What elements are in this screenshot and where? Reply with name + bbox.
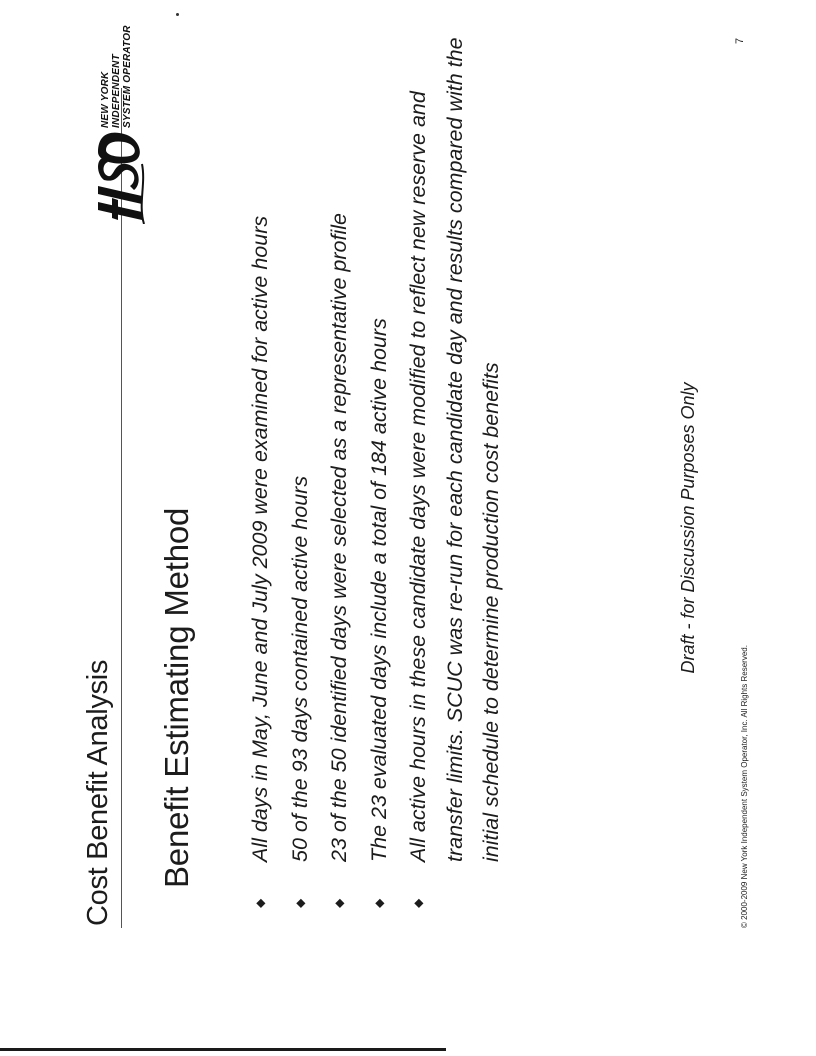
draft-note: Draft - for Discussion Purposes Only xyxy=(678,382,698,674)
bullet-text: The 23 evaluated days include a total of 184 active hours xyxy=(366,318,391,862)
bullet-diamond-icon: ◆ xyxy=(371,898,386,908)
list-item xyxy=(242,28,279,928)
logo-line-3: SYSTEM OPERATOR xyxy=(122,25,133,128)
bullet-text: 23 of the 50 identified days were selected as a representative profile xyxy=(327,213,351,862)
bullet-diamond-icon: ◆ xyxy=(332,898,346,908)
nyiso-logo-icon xyxy=(92,132,148,224)
logo-mark xyxy=(92,132,157,224)
copyright-notice: © 2000-2009 New York Independent System Operator, Inc. All Rights Reserved. xyxy=(740,645,749,928)
scan-edge-line xyxy=(0,1048,446,1051)
list-item xyxy=(282,28,319,928)
speck xyxy=(176,13,179,16)
nyiso-logo xyxy=(92,24,148,224)
header-title: Cost Benefit Analysis xyxy=(82,659,114,926)
bullet-diamond-icon: ◆ xyxy=(292,898,307,908)
list-item xyxy=(361,28,398,928)
bullet-diamond-icon: ◆ xyxy=(411,898,425,908)
section-title: Benefit Estimating Method xyxy=(158,507,195,888)
logo-line-1: NEW YORK xyxy=(100,71,111,128)
bullet-list xyxy=(242,28,513,928)
list-item xyxy=(400,28,510,928)
page-number: 7 xyxy=(734,37,746,44)
bullet-diamond-icon: ◆ xyxy=(253,898,267,908)
logo-line-2: INDEPENDENT xyxy=(111,54,122,128)
bullet-text: 50 of the 93 days contained active hours xyxy=(287,475,312,862)
bullet-text: All days in May, June and July 2009 were examined for active hours xyxy=(248,215,272,862)
logo-text xyxy=(100,25,133,128)
bullet-text: All active hours in these candidate days were modified to reflect new reserve and transfer limits. SCUC was re-run for each candidate day and results compared with the initial schedule to determine production cost benefits xyxy=(406,37,503,862)
list-item xyxy=(321,28,358,928)
